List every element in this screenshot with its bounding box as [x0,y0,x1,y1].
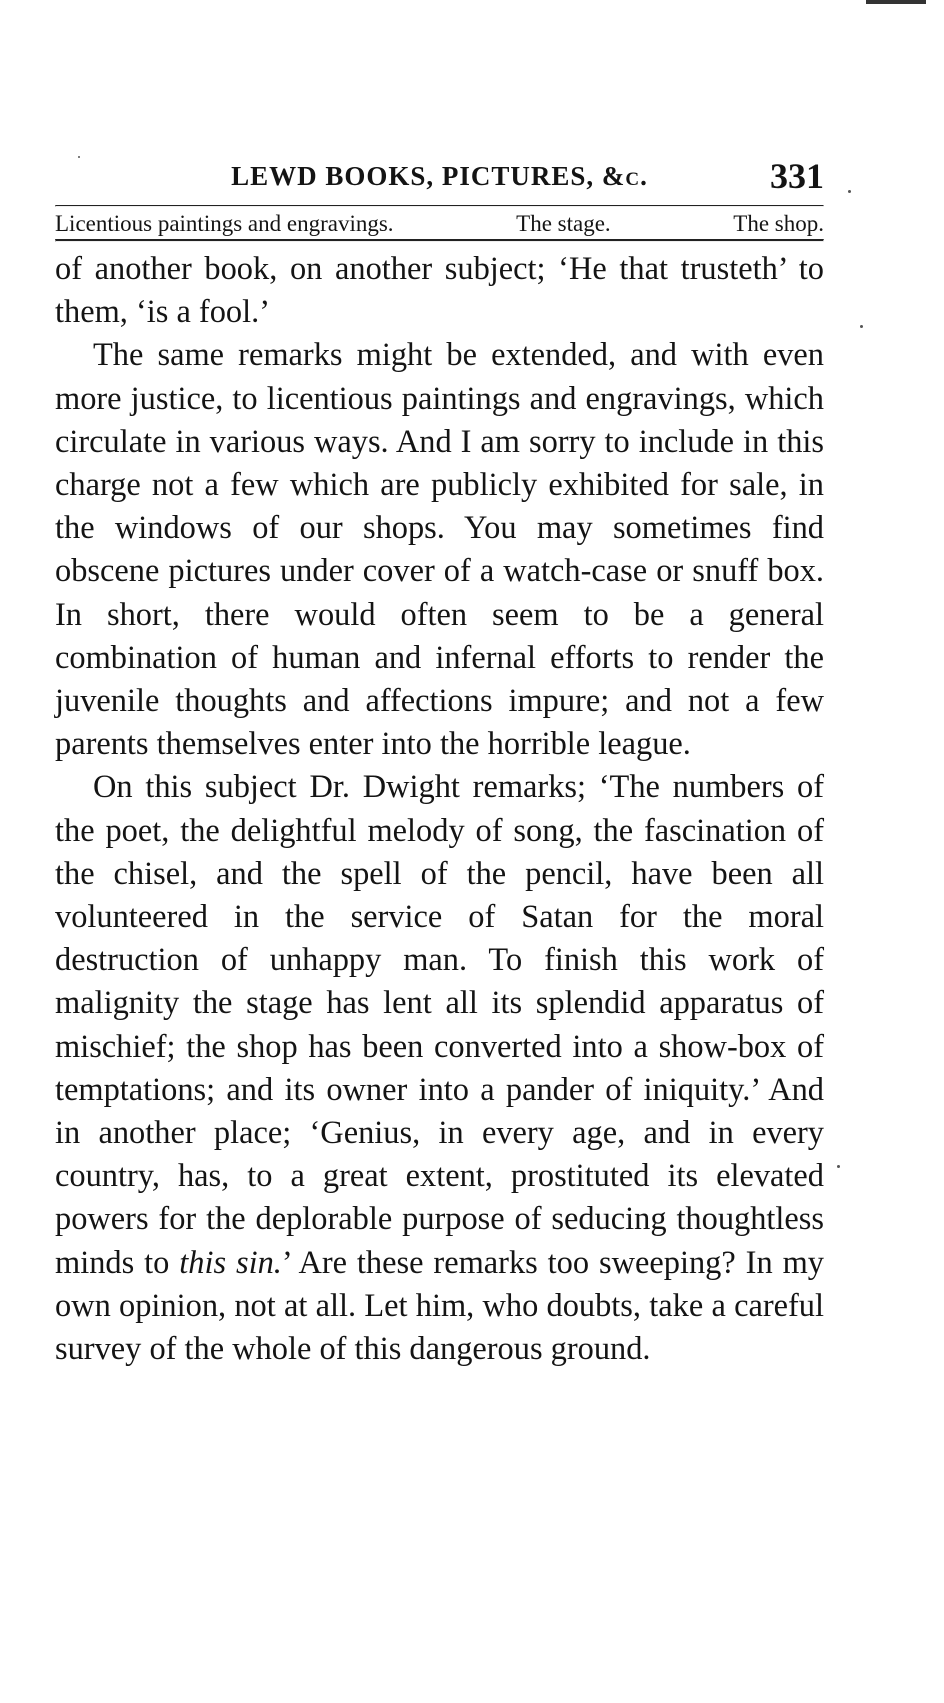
paragraph-1: of another book, on another subject; ‘He that trusteth’ to them, ‘is a fool.’ [55,251,824,331]
scan-speck [848,190,851,193]
paragraph-3-text-before: On this subject Dr. Dwight remarks; ‘The numbers of the poet, the delightful melody of song, the fascination of the chisel, and the spell of the pencil, have been all volunteered in the service of Satan for the moral destruction of unhappy man. To finish this work of malignity the stage has lent all its splendid apparatus of mischief; the shop has been converted into a show-box of temptations; and its owner into a pander of iniquity.’ And in another place; ‘Genius, in every age, and in every country, has, to a great extent, prostituted its elevated powers for the deplorable purpose of seducing thoughtless minds to [55,769,824,1281]
scan-speck [860,325,863,328]
paragraph-3-italic: this sin. [179,1244,282,1281]
running-head [55,145,824,205]
body-text [55,248,824,1371]
subhead-stage: The stage. [516,211,611,236]
running-head-title: LEWD BOOKS, PICTURES, &c. [231,161,648,191]
subhead-shop: The shop. [733,211,824,236]
page-number: 331 [770,156,824,196]
paragraph-3-text-after: ’ Are these remarks too sweeping? In my own opinion, not at all. Let him, who doubts, take a careful survey of the whole of this dangerous ground. [55,1244,824,1368]
scan-speck [837,1165,840,1168]
subhead-rule [55,239,824,242]
paragraph-2: The same remarks might be extended, and with even more justice, to licentious paintings and engravings, which circulate in various ways. And I am sorry to include in this charge not a few which are publicly exhibited for sale, in the windows of our shops. You may sometimes find obscene pictures under cover of a watch-case or snuff box. In short, there would often seem to be a general combination of human and infernal efforts to render the juvenile thoughts and affections impure; and not a few parents themselves enter into the horrible league. [55,337,824,763]
subhead-paintings: Licentious paintings and engravings. [55,211,394,236]
book-page [55,145,824,1371]
scan-edge-mark [866,0,926,4]
paragraph-3 [55,766,824,1371]
section-subheads [55,207,824,239]
